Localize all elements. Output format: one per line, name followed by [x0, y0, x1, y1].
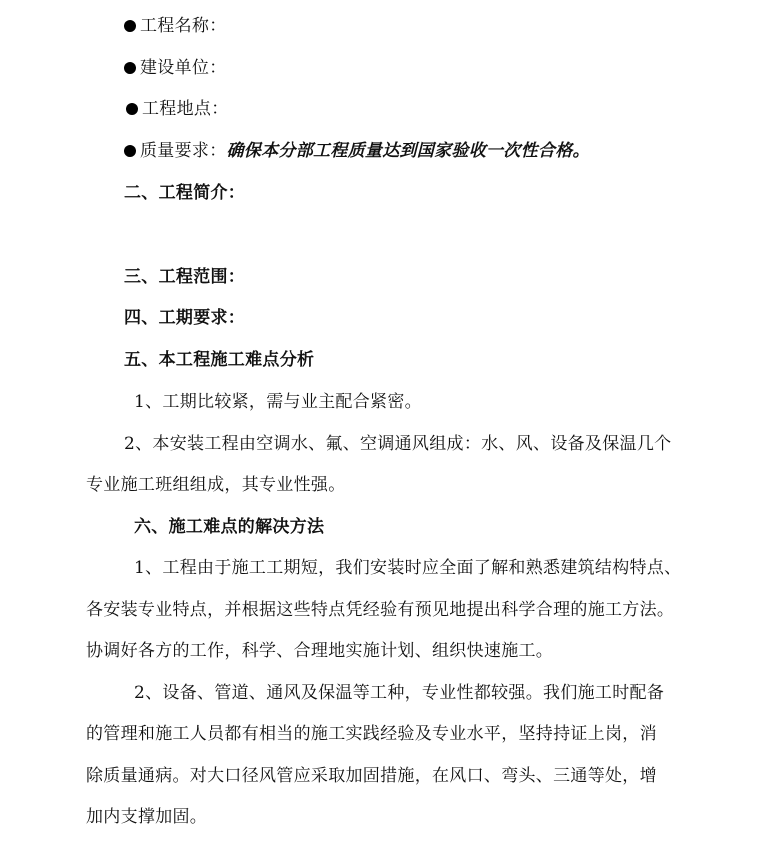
difficulty-item-2-line-2: 专业施工班组组成，其专业性强。 [86, 475, 346, 495]
solution-2-line-1: 2、设备、管道、通风及保温等工种，专业性都较强。我们施工时配备 [134, 683, 665, 703]
solution-1-line-3: 协调好各方的工作，科学、合理地实施计划、组织快速施工。 [86, 641, 554, 661]
schedule-heading: 四、工期要求： [124, 308, 246, 328]
project-location-label: 工程地点： [142, 99, 229, 119]
solution-1-line-1: 1、工程由于施工工期短，我们安装时应全面了解和熟悉建筑结构特点、 [134, 558, 682, 578]
project-name-label: 工程名称： [140, 16, 227, 36]
quality-requirement-row [124, 140, 590, 162]
solution-heading: 六、施工难点的解决方法 [134, 517, 325, 537]
difficulty-heading: 五、本工程施工难点分析 [124, 350, 315, 370]
construction-unit-label: 建设单位： [140, 58, 227, 78]
bullet-icon [124, 20, 136, 32]
intro-heading: 二、工程简介： [124, 183, 246, 203]
bullet-icon [124, 62, 136, 74]
quality-requirement-label: 质量要求： [140, 141, 227, 161]
bullet-icon [126, 103, 138, 115]
project-name-row [124, 15, 227, 37]
solution-2-line-4: 加内支撑加固。 [86, 807, 208, 827]
construction-unit-row [124, 57, 227, 79]
bullet-icon [124, 145, 136, 157]
project-location-row [126, 98, 229, 120]
solution-2-line-2: 的管理和施工人员都有相当的施工实践经验及专业水平，坚持持证上岗，消 [86, 724, 657, 744]
difficulty-item-2-line-1: 2、本安装工程由空调水、氟、空调通风组成：水、风、设备及保温几个 [124, 434, 672, 454]
solution-2-line-3: 除质量通病。对大口径风管应采取加固措施，在风口、弯头、三通等处，增 [86, 766, 657, 786]
scope-heading: 三、工程范围： [124, 267, 246, 287]
difficulty-item-1: 1、工期比较紧，需与业主配合紧密。 [134, 392, 422, 412]
solution-1-line-2: 各安装专业特点，并根据这些特点凭经验有预见地提出科学合理的施工方法。 [86, 600, 675, 620]
quality-requirement-value: 确保本分部工程质量达到国家验收一次性合格。 [226, 141, 590, 161]
